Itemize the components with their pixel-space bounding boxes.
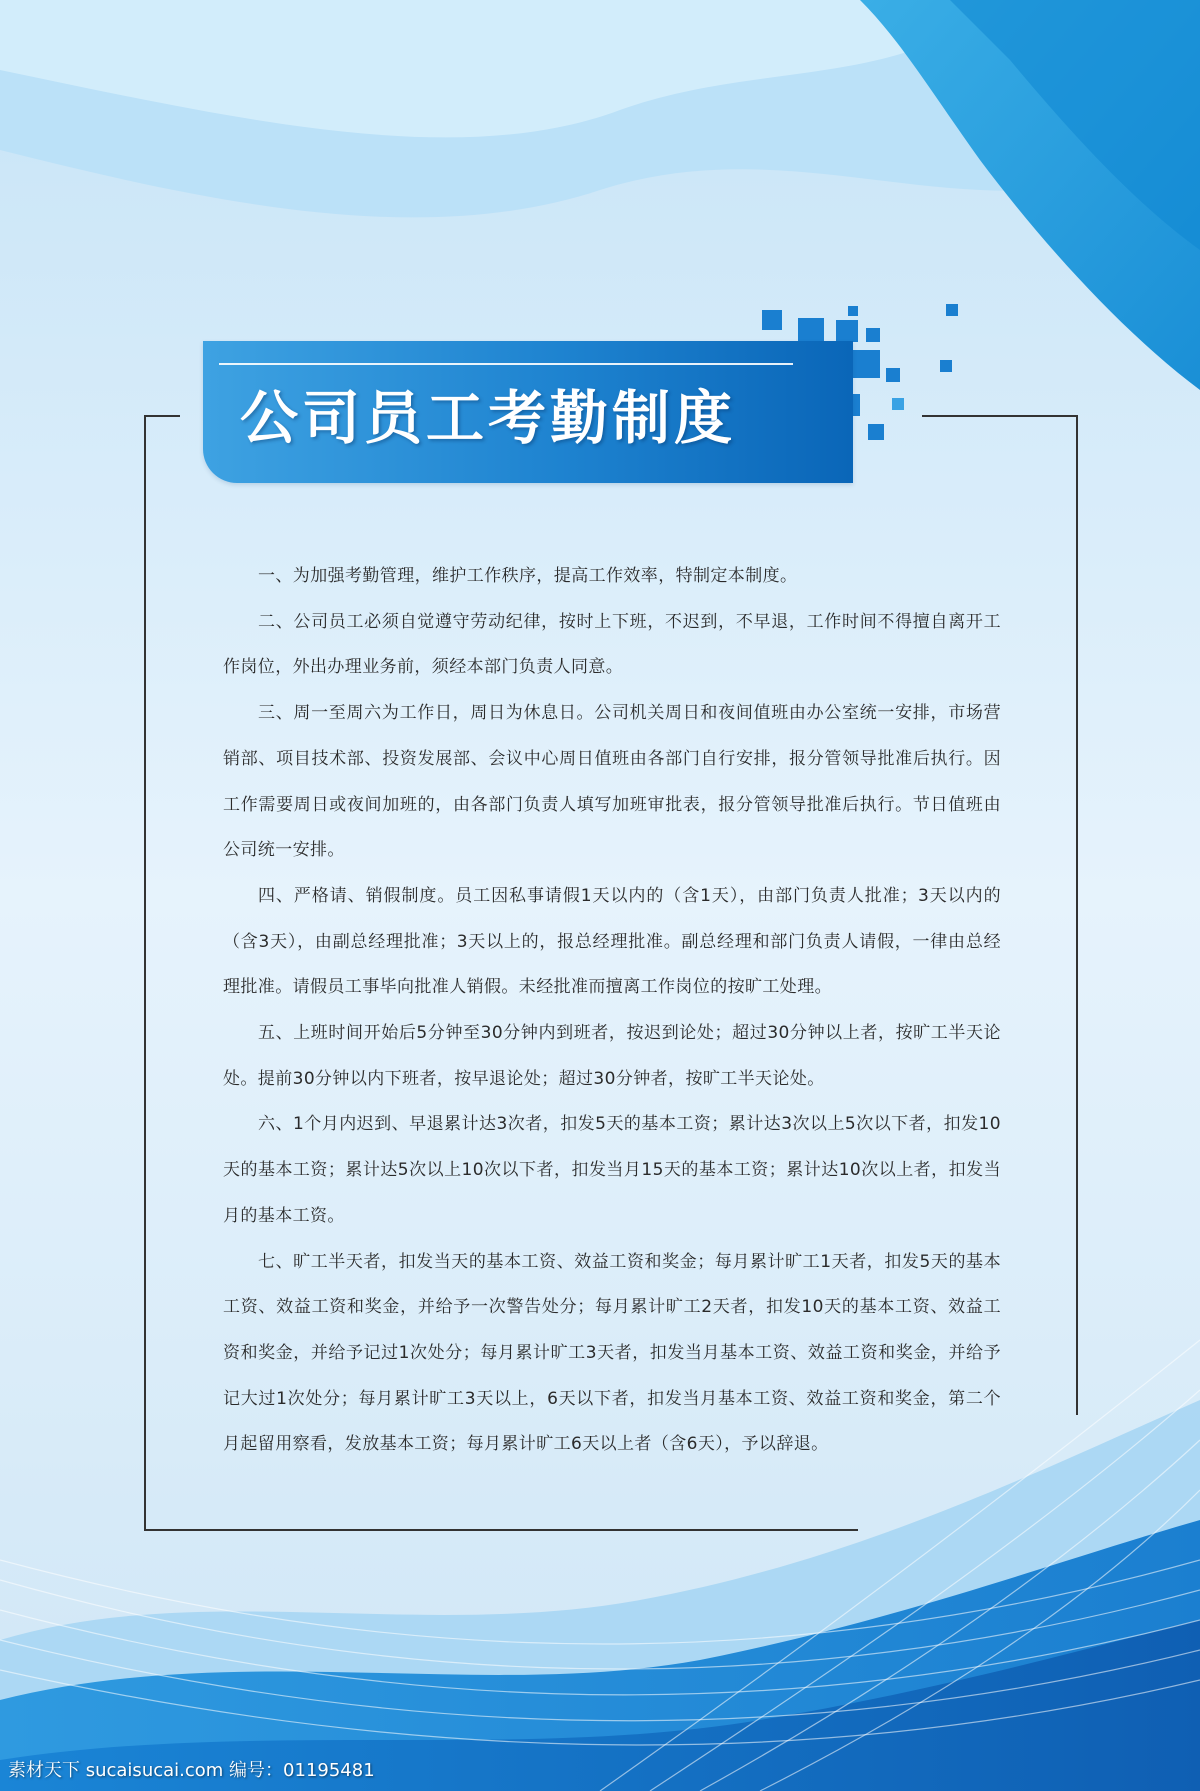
watermark: 素材天下 sucaisucai.com 编号：01195481 [8,1760,375,1781]
paragraph-7: 七、旷工半天者，扣发当天的基本工资、效益工资和奖金；每月累计旷工1天者，扣发5天的基本工资、效益工资和奖金，并给予一次警告处分；每月累计旷工2天者，扣发10天的基本工资、效益工资和奖金，并给予记过1次处分；每月累计旷工3天者，扣发当月基本工资、效益工资和奖金，并给予记大过1次处分；每月累计旷工3天以上，6天以下者，扣发当月基本工资、效益工资和奖金，第二个月起留用察看，发放基本工资；每月累计旷工6天以上者（含6天），予以辞退。 [223,1251,1001,1455]
paragraph-6: 六、1个月内迟到、早退累计达3次者，扣发5天的基本工资；累计达3次以上5次以下者，扣发10天的基本工资；累计达5次以上10次以下者，扣发当月15天的基本工资；累计达10次以上者，扣发当月的基本工资。 [223,1114,1001,1226]
paragraph-1: 一、为加强考勤管理，维护工作秩序，提高工作效率，特制定本制度。 [258,566,798,586]
paragraph-4: 四、严格请、销假制度。员工因私事请假1天以内的（含1天），由部门负责人批准；3天以内的（含3天），由副总经理批准；3天以上的，报总经理批准。副总经理和部门负责人请假，一律由总经理批准。请假员工事毕向批准人销假。未经批准而擅离工作岗位的按旷工处理。 [223,885,1001,998]
page-title: 公司员工考勤制度 [240,384,737,452]
paragraph-2: 二、公司员工必须自觉遵守劳动纪律，按时上下班，不迟到，不早退，工作时间不得擅自离开工作岗位，外出办理业务前，须经本部门负责人同意。 [223,611,1001,678]
paragraph-5: 五、上班时间开始后5分钟至30分钟内到班者，按迟到论处；超过30分钟以上者，按旷工半天论处。提前30分钟以内下班者，按早退论处；超过30分钟者，按旷工半天论处。 [223,1023,1001,1089]
paragraph-3: 三、周一至周六为工作日，周日为休息日。公司机关周日和夜间值班由办公室统一安排，市场营销部、项目技术部、投资发展部、会议中心周日值班由各部门自行安排，报分管领导批准后执行。因工作需要周日或夜间加班的，由各部门负责人填写加班审批表，报分管领导批准后执行。节日值班由公司统一安排。 [223,703,1001,861]
document-body [223,554,1001,1468]
